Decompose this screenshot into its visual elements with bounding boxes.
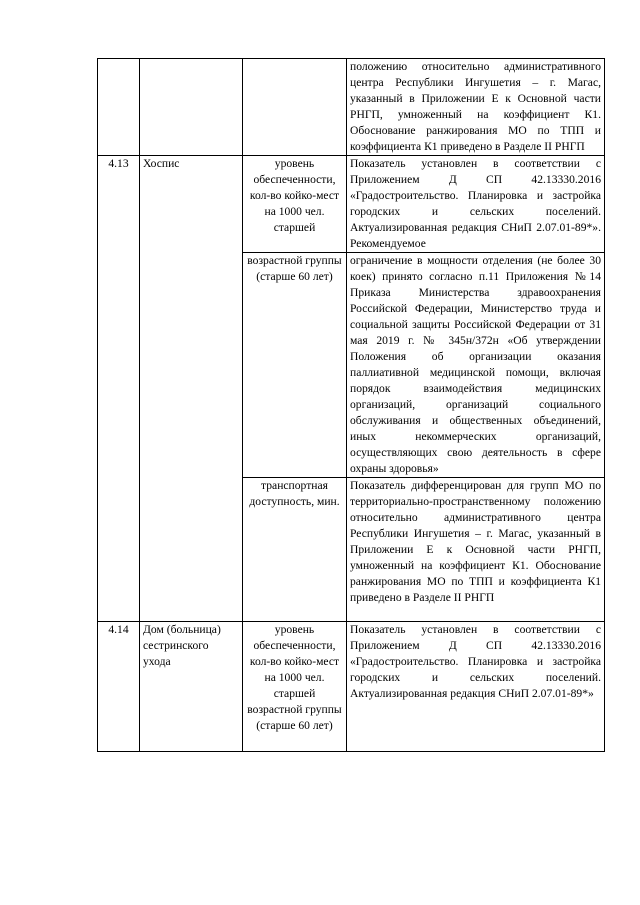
description-cell: Показатель установлен в соответствии с Приложением Д СП 42.13330.2016 «Градостроительство. Планировка и застройка городских и сельских поселений. Актуализированная редакция СНиП 2.07.01-89*» (347, 622, 605, 752)
table-row (98, 622, 605, 752)
object-name-cell: Хоспис (140, 156, 243, 622)
description-cell: Показатель установлен в соответствии с Приложением Д СП 42.13330.2016 «Градостроительство. Планировка и застройка городских и сельских поселений. Актуализированная редакция СНиП 2.07.01-89*». Рекомендуемое (347, 156, 605, 253)
indicator-cell: уровень обеспеченности, кол-во койко-мест на 1000 чел. старшей (243, 156, 347, 253)
norms-table (97, 58, 605, 752)
table-row (98, 156, 605, 253)
row-number-cell (98, 59, 140, 156)
indicator-cell: возрастной группы (старше 60 лет) (243, 253, 347, 478)
row-number-cell: 4.13 (98, 156, 140, 622)
object-name-cell: Дом (больница) сестринского ухода (140, 622, 243, 752)
description-cell: Показатель дифференцирован для групп МО по территориально-пространственному положению относительно административного центра Республики Ингушетия – г. Магас, указанный в Приложении Е к Основной части РНГП, умноженный на коэффициент К1. Обоснование ранжирования МО по ТПП и коэффициента К1 приведено в Разделе II РНГП (347, 478, 605, 622)
table-row (98, 59, 605, 156)
description-cell: ограничение в мощности отделения (не более 30 коек) принято согласно п.11 Приложения №14 Приказа Министерства здравоохранения Российской Федерации, Министерство труда и социальной защиты Российской Федерации от 31 мая 2019 г. № 345н/372н «Об утверждении Положения об организации оказания паллиативной медицинской помощи, включая порядок взаимодействия медицинских организаций, организаций социального обслуживания и общественных объединений, иных некоммерческих организаций, осуществляющих свою деятельность в сфере охраны здоровья» (347, 253, 605, 478)
row-number-cell: 4.14 (98, 622, 140, 752)
indicator-cell (243, 59, 347, 156)
indicator-cell: уровень обеспеченности, кол-во койко-мест на 1000 чел. старшей возрастной группы (старше 60 лет) (243, 622, 347, 752)
object-name-cell (140, 59, 243, 156)
indicator-cell: транспортная доступность, мин. (243, 478, 347, 622)
description-cell: положению относительно административного центра Республики Ингушетия – г. Магас, указанный в Приложении Е к Основной части РНГП, умноженный на коэффициент К1. Обоснование ранжирования МО по ТПП и коэффициента К1 приведено в Разделе II РНГП (347, 59, 605, 156)
